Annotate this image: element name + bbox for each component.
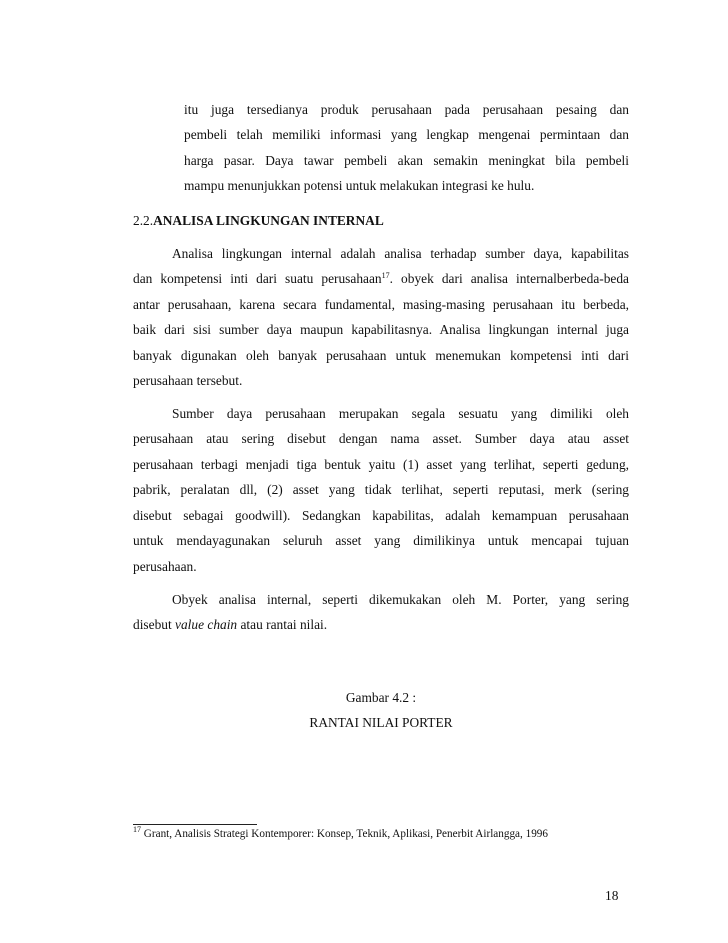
figure-title: RANTAI NILAI PORTER bbox=[309, 715, 453, 730]
body-text-line: perusahaan terbagi menjadi tiga bentuk yaitu (1) asset yang terlihat, seperti gedung, bbox=[133, 457, 629, 472]
page-number: 18 bbox=[605, 888, 619, 903]
body-text-line: perusahaan atau sering disebut dengan nama asset. Sumber daya atau asset bbox=[133, 431, 629, 446]
body-text-line: itu juga tersedianya produk perusahaan pada perusahaan pesaing dan bbox=[184, 102, 629, 117]
body-text-line: untuk mendayagunakan seluruh asset yang dimilikinya untuk mencapai tujuan bbox=[133, 533, 629, 548]
body-text-line: pabrik, peralatan dll, (2) asset yang tidak terlihat, seperti reputasi, merk (sering bbox=[133, 482, 629, 497]
body-text-line: antar perusahaan, karena secara fundamental, masing-masing perusahaan itu berbeda, bbox=[133, 297, 629, 312]
section-heading bbox=[133, 212, 384, 229]
body-text-line: pembeli telah memiliki informasi yang lengkap mengenai permintaan dan bbox=[184, 127, 629, 142]
body-text-line: dan kompetensi inti dari suatu perusahaan$^{17}$. obyek dari analisa internalberbeda-beda bbox=[133, 271, 630, 286]
figure-label: Gambar 4.2 : bbox=[345, 690, 417, 705]
body-text-line: mampu menunjukkan potensi untuk melakukan integrasi ke hulu. bbox=[184, 178, 535, 193]
body-text-line: Obyek analisa internal, seperti dikemukakan oleh M. Porter, yang sering bbox=[172, 592, 629, 607]
italic-term: value chain bbox=[175, 617, 238, 632]
body-text-line: Analisa lingkungan internal adalah analisa terhadap sumber daya, kapabilitas bbox=[172, 246, 629, 261]
footnote-reference: 17 bbox=[381, 271, 390, 280]
footnote-number: 17 bbox=[133, 825, 141, 834]
body-text-line: baik dari sisi sumber daya maupun kapabilitasnya. Analisa lingkungan internal juga bbox=[133, 322, 629, 337]
body-text-line: perusahaan. bbox=[133, 559, 197, 574]
body-text-line: Sumber daya perusahaan merupakan segala sesuatu yang dimiliki oleh bbox=[172, 406, 629, 421]
body-text-line: harga pasar. Daya tawar pembeli akan semakin meningkat bila pembeli bbox=[184, 153, 629, 168]
section-number: 2.2. bbox=[133, 213, 154, 228]
footnote bbox=[133, 826, 548, 843]
body-text-line: disebut sebagai goodwill). Sedangkan kapabilitas, adalah kemampuan perusahaan bbox=[133, 508, 629, 523]
body-text-line: banyak digunakan oleh banyak perusahaan untuk menemukan kompetensi inti dari bbox=[133, 348, 629, 363]
footnote-separator bbox=[133, 824, 257, 825]
section-title: ANALISA LINGKUNGAN INTERNAL bbox=[153, 213, 384, 228]
body-text-line: disebut value chain atau rantai nilai. bbox=[133, 617, 328, 632]
body-text-line: perusahaan tersebut. bbox=[133, 373, 243, 388]
footnote-text: Grant, Analisis Strategi Kontemporer: Konsep, Teknik, Aplikasi, Penerbit Airlangga, 1996 bbox=[141, 828, 548, 840]
